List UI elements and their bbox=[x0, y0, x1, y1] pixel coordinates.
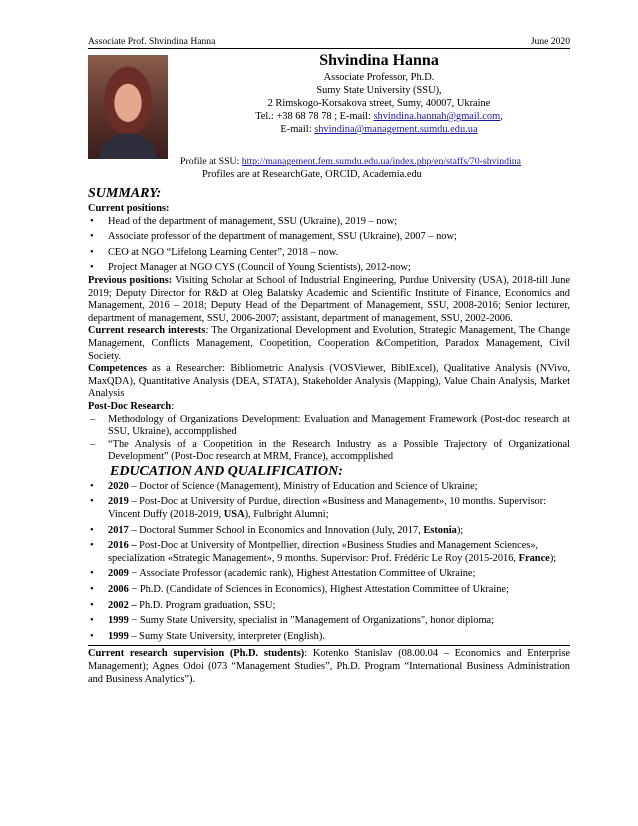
tel-text: Tel.: +38 68 78 78 ; E-mail: bbox=[255, 111, 374, 122]
previous-label: Previous positions: bbox=[88, 274, 173, 286]
section-divider bbox=[88, 645, 570, 646]
postdoc-list bbox=[88, 414, 570, 464]
list-item bbox=[88, 496, 570, 521]
education-list bbox=[88, 481, 570, 644]
portrait-photo bbox=[88, 55, 168, 159]
profile-link[interactable]: http://management.fem.sumdu.edu.ua/index.php/en/staffs/70-shvindina bbox=[241, 156, 522, 167]
competences bbox=[88, 363, 570, 401]
edu-year: 2019 bbox=[108, 496, 129, 508]
cv-page bbox=[88, 36, 570, 686]
person-title: Associate Professor, Ph.D. bbox=[323, 72, 435, 83]
email-label: E-mail: bbox=[280, 124, 315, 135]
list-item bbox=[88, 584, 570, 597]
tel-line bbox=[184, 110, 574, 123]
person-name: Shvindina Hanna bbox=[319, 52, 439, 69]
header-left: Associate Prof. Shvindina Hanna bbox=[88, 36, 216, 47]
competences-text: as a Researcher: Bibliometric Analysis (VOSViewer, BiblExcel), Qualitative Analysis (NVivo, MaxQDA), Quantitative Analysis (DEA, STATA), Stakeholder Analysis (Mapping), Value Chain Analysis, Market Analysis bbox=[88, 363, 570, 400]
edu-text: Post-Doc at University of Montpellier, direction «Business Studies and Management Sciences», specialization «Strategic Management», 9 months. Supervisor: Prof. Frédéric Le Roy (2015-2016, bbox=[108, 540, 539, 564]
list-item: • Head of the department of management, SSU (Ukraine), 2019 – now; bbox=[88, 216, 570, 229]
edu-text: − Sumy State University, specialist in "Management of Organizations", honor diploma; bbox=[128, 615, 495, 627]
interests-label: Current research interests bbox=[88, 325, 206, 337]
list-item bbox=[88, 631, 570, 644]
edu-country: Estonia bbox=[423, 524, 457, 536]
edu-year: 2006 bbox=[108, 584, 129, 596]
list-item: – “The Analysis of a Coopetition in the Research Industry as a Possible Trajectory of Organizational Development” (Post-Doc research at MRM, France), accompplished bbox=[88, 439, 570, 464]
edu-text: – Post-Doc at University of Purdue, direction «Business and Management», 10 months. Supervisor: Vincent Duffy (2018-2019, bbox=[108, 496, 547, 521]
supervision-label: Current research supervision (Ph.D. students) bbox=[88, 648, 305, 660]
identity-block bbox=[88, 49, 570, 184]
previous-positions bbox=[88, 275, 570, 325]
list-item bbox=[88, 525, 570, 538]
summary-heading: SUMMARY: bbox=[88, 186, 162, 201]
list-item bbox=[88, 615, 570, 628]
supervision bbox=[88, 648, 570, 686]
edu-country: USA bbox=[223, 509, 245, 521]
edu-year: 2020 bbox=[108, 480, 129, 492]
edu-text: − Associate Professor (academic rank), Highest Attestation Committee of Ukraine; bbox=[128, 568, 476, 580]
edu-country: France bbox=[518, 552, 550, 564]
edu-text: Ph.D. Program graduation, SSU; bbox=[136, 599, 276, 611]
profiles-note: Profiles are at ResearchGate, ORCID, Academia.edu bbox=[202, 169, 422, 180]
email-link-1[interactable]: shvindina.hannah@gmail.com bbox=[373, 111, 501, 122]
list-item bbox=[88, 600, 570, 613]
edu-year: 2009 bbox=[108, 568, 129, 580]
list-item: • Associate professor of the department of management, SSU (Ukraine), 2007 – now; bbox=[88, 231, 570, 244]
previous-text: Visiting Scholar at School of Industrial Engineering, Purdue University (USA), 2018-till June 2019; Deputy Director for R&D at Oleg Balatsky Academic and Scientific Institute of Finance, Economics and Management, 2016 – 2018; Deputy Head of the Department of Management, SSU, 2008-2016; Senior lecturer, department of management, SSU, 2006-2007; assistant, department of management, SSU, 2002-2006. bbox=[88, 274, 571, 324]
edu-text: – Doctor of Science (Management), Ministry of Education and Science of Ukraine; bbox=[128, 480, 478, 492]
edu-year: 1999 bbox=[108, 615, 129, 627]
header-date: June 2020 bbox=[530, 36, 570, 47]
edu-text: ); bbox=[456, 524, 464, 536]
list-item: • CEO at NGO “Lifelong Learning Center”, 2018 – now. bbox=[88, 247, 570, 260]
edu-text: ), Fulbright Alumni; bbox=[244, 509, 329, 521]
edu-text: − Ph.D. (Candidate of Sciences in Economics), Highest Attestation Committee of Ukraine; bbox=[128, 584, 509, 596]
research-interests bbox=[88, 325, 570, 363]
list-item bbox=[88, 540, 570, 565]
address: 2 Rimskogo-Korsakova street, Sumy, 40007, Ukraine bbox=[267, 98, 491, 109]
edu-text: – Sumy State University, interpreter (English). bbox=[128, 630, 325, 642]
edu-year: 2016 – bbox=[108, 540, 137, 552]
edu-text: ); bbox=[549, 552, 557, 564]
edu-year: 2002 – bbox=[108, 599, 137, 611]
profile-label: Profile at SSU: bbox=[180, 156, 242, 167]
list-item bbox=[88, 481, 570, 494]
university: Sumy State University (SSU), bbox=[316, 85, 442, 96]
current-positions-list bbox=[88, 216, 570, 275]
page-header bbox=[88, 36, 570, 49]
postdoc-label: Post-Doc Research bbox=[88, 400, 172, 412]
edu-text: – Doctoral Summer School in Economics and Innovation (July, 2017, bbox=[128, 524, 424, 536]
list-item bbox=[88, 568, 570, 581]
email-link-2[interactable]: shvindina@management.sumdu.edu.ua bbox=[314, 124, 478, 135]
contact-info bbox=[184, 51, 574, 136]
edu-year: 1999 bbox=[108, 630, 129, 642]
edu-year: 2017 bbox=[108, 524, 129, 536]
profile-line bbox=[180, 156, 521, 168]
interests-text: : The Organizational Development and Evolution, Strategic Management, The Change Management, Conflicts Management, Coopetition, Cooperation &Competition, Paradox Management, Civil Society. bbox=[88, 325, 571, 362]
list-item: • Project Manager at NGO CYS (Council of Young Scientists), 2012-now; bbox=[88, 262, 570, 275]
postdoc-label-line bbox=[88, 401, 570, 414]
competences-label: Competences bbox=[88, 363, 147, 375]
current-positions-label: Current positions: bbox=[88, 203, 170, 214]
supervision-text: : Kotenko Stanislav (08.00.04 – Economics and Enterprise Management); Agnes Odoi (073 “Management Studies”, Ph.D. Program “International Business Administration and Business Analytics”). bbox=[88, 648, 570, 685]
tel-suffix: , bbox=[500, 111, 503, 122]
list-item: – Methodology of Organizations Development: Evaluation and Management Framework (Post-doc research at SSU, Ukraine), accompplished bbox=[88, 414, 570, 439]
education-heading: EDUCATION AND QUALIFICATION: bbox=[110, 463, 343, 479]
postdoc-colon: : bbox=[171, 400, 175, 412]
email-line bbox=[184, 123, 574, 136]
